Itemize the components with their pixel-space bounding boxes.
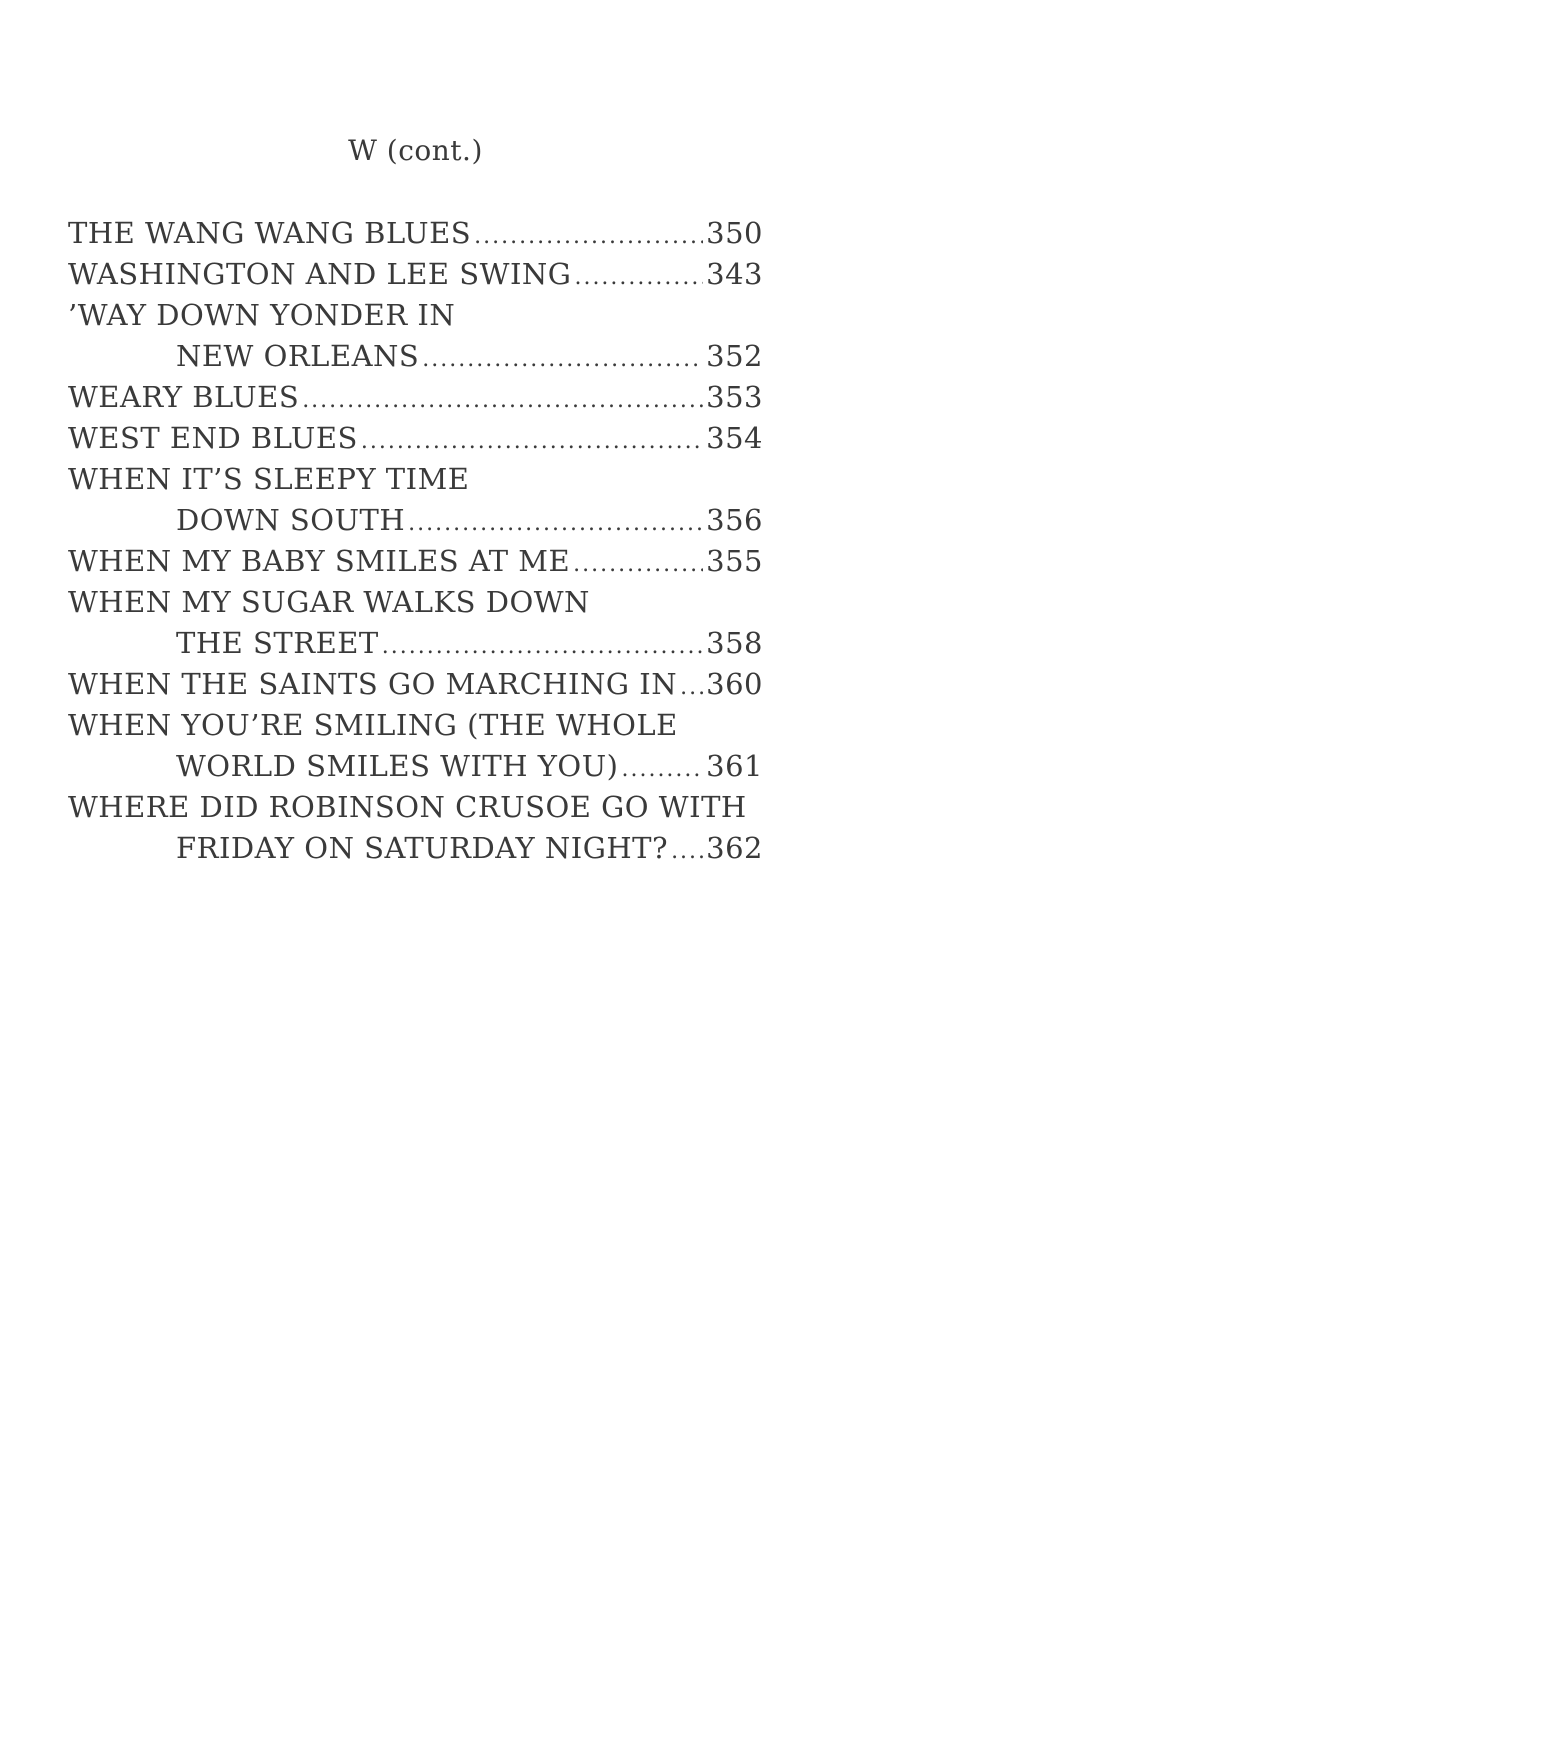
entry-line	[68, 295, 763, 336]
entry-line	[68, 705, 763, 746]
page-number: 360	[706, 667, 763, 701]
entry-final-line	[68, 664, 763, 705]
entry-final-line	[68, 377, 763, 418]
entry-line	[68, 459, 763, 500]
index-entry	[68, 295, 763, 377]
entry-title: WHEN IT’S SLEEPY TIME	[68, 462, 470, 496]
entry-title: WHEN MY SUGAR WALKS DOWN	[68, 585, 590, 619]
dot-leader	[574, 257, 703, 298]
entry-title: NEW ORLEANS	[176, 339, 420, 373]
entry-title: FRIDAY ON SATURDAY NIGHT?	[176, 831, 669, 865]
entry-final-line	[68, 500, 763, 541]
page-number: 353	[706, 380, 763, 414]
page-number: 358	[706, 626, 763, 660]
index-entry	[68, 213, 763, 254]
index-entry	[68, 541, 763, 582]
entry-title: WASHINGTON AND LEE SWING	[68, 257, 572, 291]
entry-final-line	[68, 254, 763, 295]
entry-title: WHEN YOU’RE SMILING (THE WHOLE	[68, 708, 678, 742]
index-entry	[68, 664, 763, 705]
entry-final-line	[68, 541, 763, 582]
page-number: 354	[706, 421, 763, 455]
entry-title: DOWN SOUTH	[176, 503, 406, 537]
entry-final-line	[68, 418, 763, 459]
entry-final-line	[68, 623, 763, 664]
entry-title: WEST END BLUES	[68, 421, 358, 455]
entry-list-w-cont	[68, 213, 763, 869]
dot-leader	[382, 626, 703, 667]
dot-leader	[422, 339, 703, 380]
dot-leader	[621, 749, 703, 790]
section-heading-w-cont: W (cont.)	[348, 134, 483, 167]
dot-leader	[408, 503, 703, 544]
index-entry	[68, 254, 763, 295]
dot-leader	[573, 544, 703, 585]
entry-final-line	[68, 746, 763, 787]
entry-title: WHERE DID ROBINSON CRUSOE GO WITH	[68, 790, 747, 824]
entry-title: THE WANG WANG BLUES	[68, 216, 472, 250]
dot-leader	[680, 667, 703, 708]
dot-leader	[474, 216, 703, 257]
page-number: 361	[706, 749, 763, 783]
page-number: 355	[706, 544, 763, 578]
page-number: 350	[706, 216, 763, 250]
dot-leader	[302, 380, 703, 421]
page-number: 356	[706, 503, 763, 537]
entry-final-line	[68, 213, 763, 254]
page-number: 352	[706, 339, 763, 373]
dot-leader	[671, 831, 703, 872]
entry-title: WHEN THE SAINTS GO MARCHING IN	[68, 667, 678, 701]
entry-line	[68, 787, 763, 828]
entry-final-line	[68, 828, 763, 869]
index-entry	[68, 459, 763, 541]
entry-final-line	[68, 336, 763, 377]
index-entry	[68, 787, 763, 869]
entry-title: WHEN MY BABY SMILES AT ME	[68, 544, 571, 578]
entry-title: THE STREET	[176, 626, 379, 660]
entry-title: WEARY BLUES	[68, 380, 300, 414]
index-entry	[68, 418, 763, 459]
index-entry	[68, 377, 763, 418]
dot-leader	[361, 421, 703, 462]
entry-title: WORLD SMILES WITH YOU)	[176, 749, 619, 783]
page-number: 362	[706, 831, 763, 865]
index-entry	[68, 582, 763, 664]
index-entry	[68, 705, 763, 787]
page-number: 343	[706, 257, 763, 291]
entry-title: ’WAY DOWN YONDER IN	[68, 298, 456, 332]
entry-line	[68, 582, 763, 623]
